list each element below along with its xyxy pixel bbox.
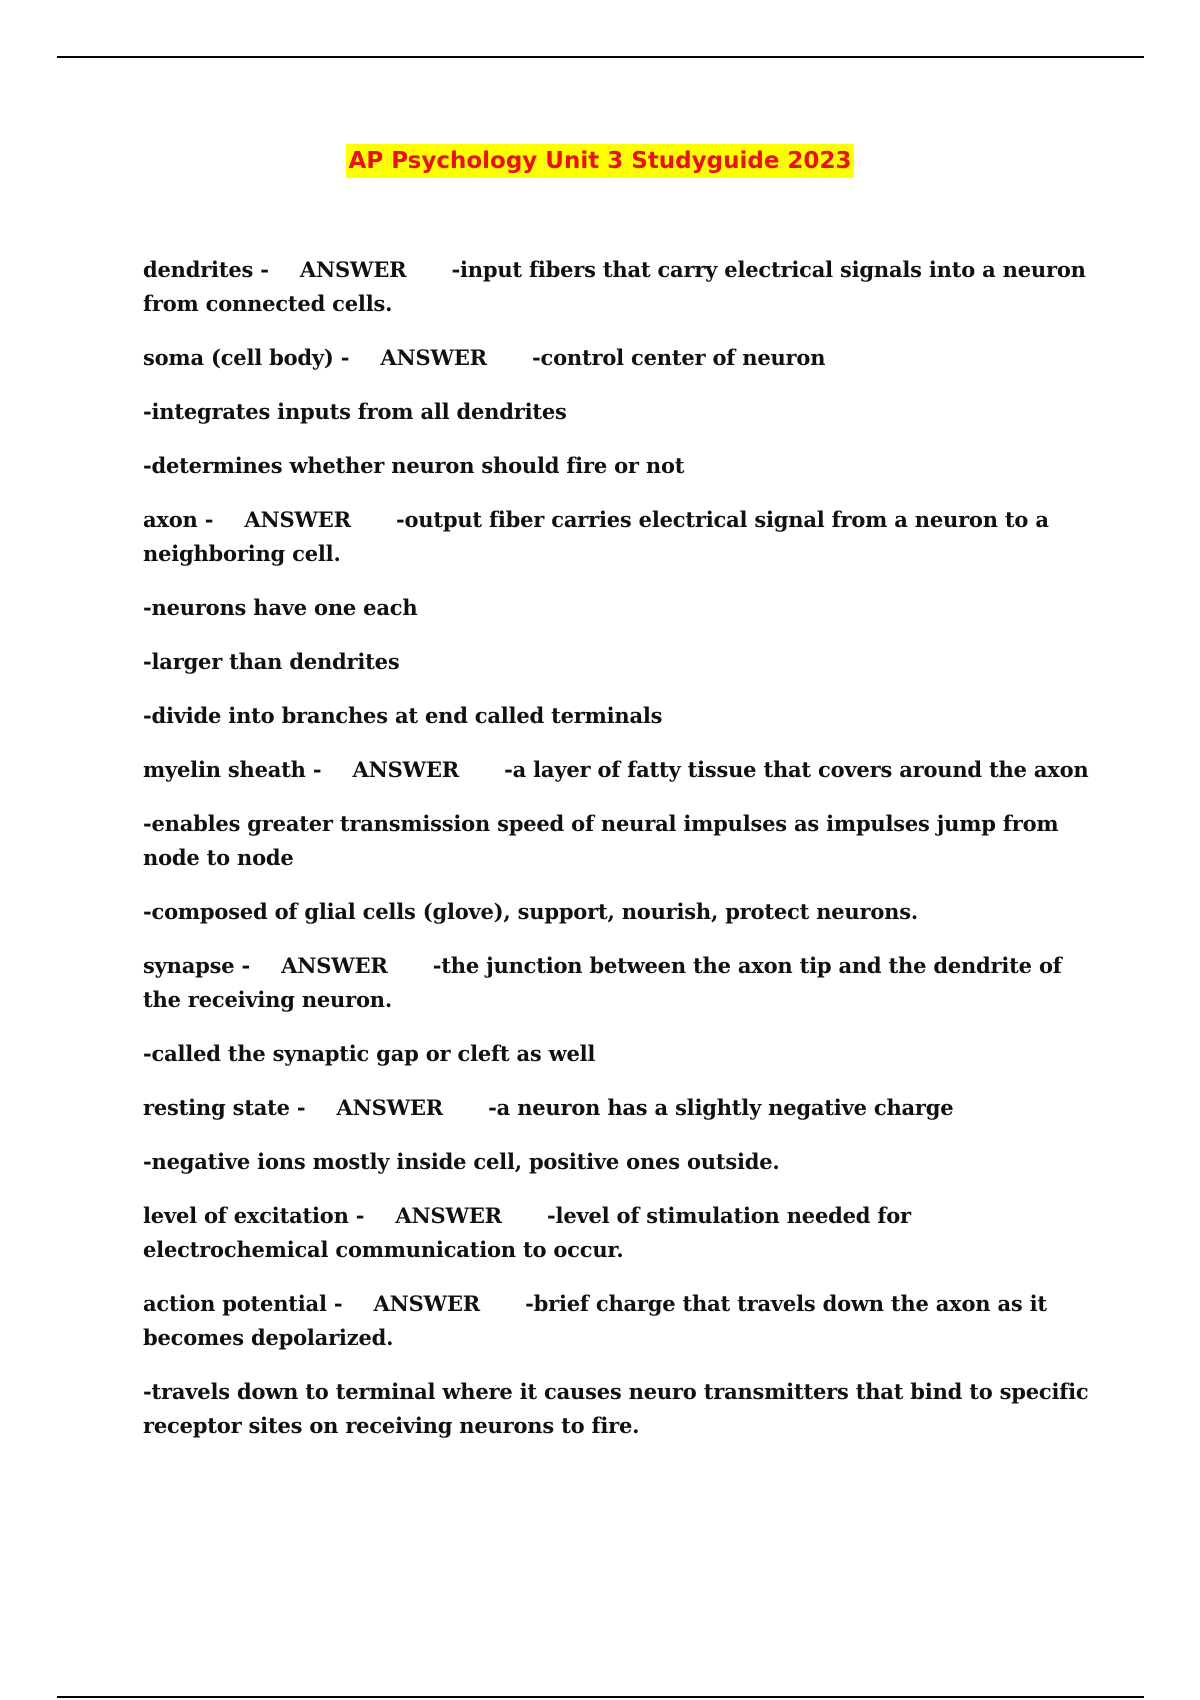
answer-label: ANSWER xyxy=(395,1203,502,1228)
entry-paragraph xyxy=(143,949,1093,1017)
entry-term: action potential - xyxy=(143,1291,343,1316)
entry-term: axon - xyxy=(143,507,214,532)
title-container xyxy=(0,144,1200,178)
study-guide-body xyxy=(143,253,1093,1463)
entry-term: level of excitation - xyxy=(143,1203,365,1228)
entry-paragraph xyxy=(143,253,1093,321)
entry-paragraph xyxy=(143,341,1093,375)
answer-label: ANSWER xyxy=(299,257,407,282)
answer-label: ANSWER xyxy=(373,1291,480,1316)
entry-term: myelin sheath - xyxy=(143,757,322,782)
answer-label: ANSWER xyxy=(352,757,459,782)
entry-paragraph xyxy=(143,1287,1093,1355)
entry-definition: -control center of neuron xyxy=(532,345,826,370)
entry-paragraph xyxy=(143,753,1093,787)
entry-definition: -level of stimulation needed for electrochemical communication to occur. xyxy=(143,1203,911,1262)
note-paragraph: -divide into branches at end called terminals xyxy=(143,703,663,728)
document-title: AP Psychology Unit 3 Studyguide 2023 xyxy=(346,144,855,178)
answer-label: ANSWER xyxy=(380,345,487,370)
answer-label: ANSWER xyxy=(244,507,351,532)
entry-definition: -input fibers that carry electrical signals into a neuron from connected cells. xyxy=(143,257,1086,316)
entry-paragraph xyxy=(143,1091,1093,1125)
note-paragraph: -determines whether neuron should fire or not xyxy=(143,453,685,478)
entry-term: resting state - xyxy=(143,1095,306,1120)
note-paragraph: -enables greater transmission speed of neural impulses as impulses jump from node to node xyxy=(143,811,1059,870)
answer-label: ANSWER xyxy=(336,1095,444,1120)
entry-definition: -brief charge that travels down the axon as it becomes depolarized. xyxy=(143,1291,1047,1350)
entry-definition: -the junction between the axon tip and the dendrite of the receiving neuron. xyxy=(143,953,1062,1012)
entry-definition: -a neuron has a slightly negative charge xyxy=(488,1095,954,1120)
note-paragraph: -composed of glial cells (glove), support, nourish, protect neurons. xyxy=(143,899,918,924)
entry-paragraph xyxy=(143,1199,1093,1267)
bottom-rule xyxy=(57,1696,1144,1698)
note-paragraph: -travels down to terminal where it causes neuro transmitters that bind to specific receptor sites on receiving neurons to fire. xyxy=(143,1379,1089,1438)
entry-definition: -a layer of fatty tissue that covers around the axon xyxy=(504,757,1089,782)
entry-term: soma (cell body) - xyxy=(143,345,350,370)
entry-paragraph xyxy=(143,503,1093,571)
note-paragraph: -negative ions mostly inside cell, positive ones outside. xyxy=(143,1149,780,1174)
note-paragraph: -larger than dendrites xyxy=(143,649,400,674)
top-rule xyxy=(57,56,1144,58)
answer-label: ANSWER xyxy=(281,953,388,978)
note-paragraph: -integrates inputs from all dendrites xyxy=(143,399,567,424)
entry-definition: -output fiber carries electrical signal from a neuron to a neighboring cell. xyxy=(143,507,1049,566)
note-paragraph: -neurons have one each xyxy=(143,595,418,620)
entry-term: synapse - xyxy=(143,953,250,978)
entry-term: dendrites - xyxy=(143,257,269,282)
note-paragraph: -called the synaptic gap or cleft as well xyxy=(143,1041,596,1066)
